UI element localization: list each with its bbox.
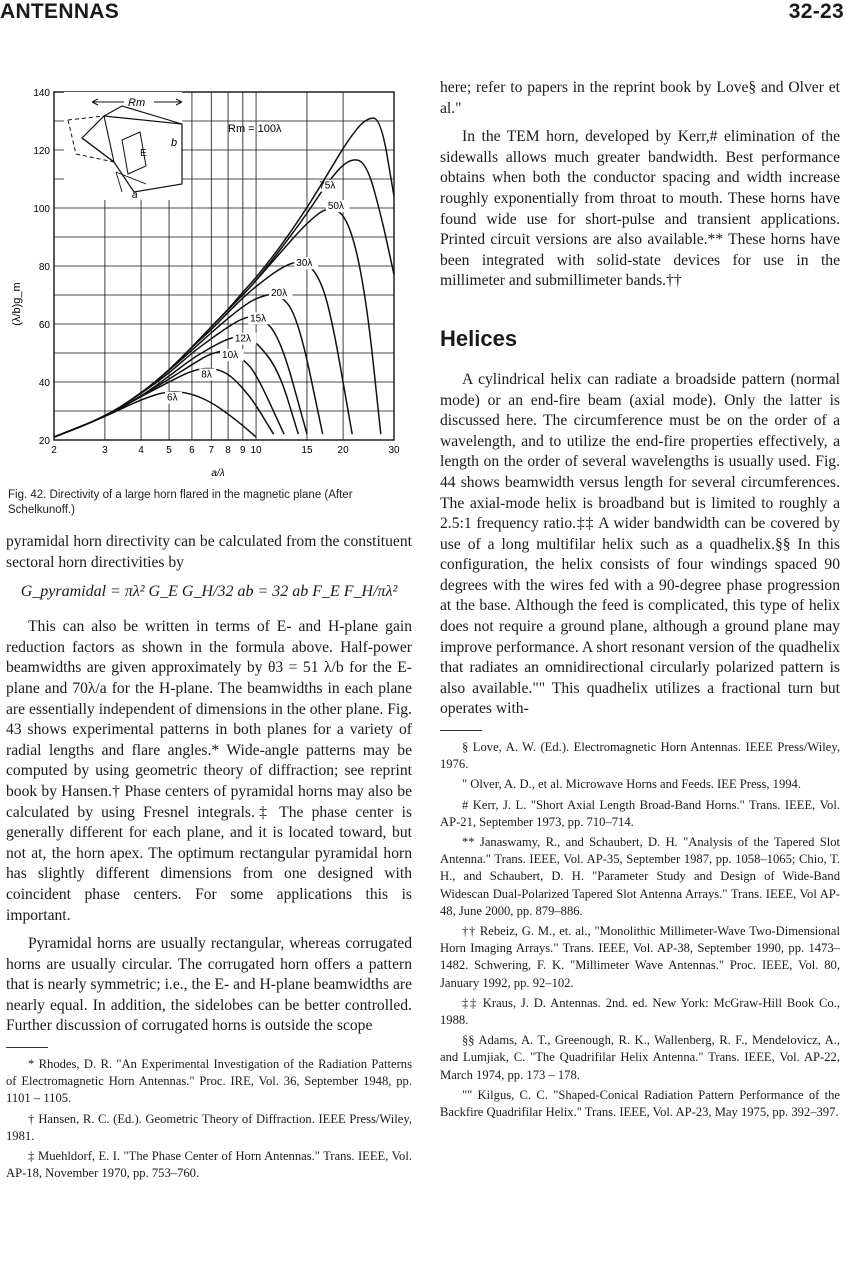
curve-label: 6λ bbox=[167, 392, 178, 404]
paragraph: pyramidal horn directivity can be calculated from the constituent sectoral horn directivities by bbox=[6, 533, 412, 571]
curve-label: 12λ bbox=[234, 333, 251, 345]
rm-100-label: Rm = 100λ bbox=[228, 123, 282, 135]
curve-label: 10λ bbox=[222, 350, 239, 362]
figure-caption: Fig. 42. Directivity of a large horn flared in the magnetic plane (After Schelkunoff.) bbox=[8, 489, 353, 516]
y-tick-label: 60 bbox=[38, 320, 50, 331]
footnote: * Rhodes, D. R. "An Experimental Investigation of the Radiation Patterns of Electromagnetic Horn Antennas." Proc. IRE, Vol. 36, September 1948, pp. 1101 – 1105. bbox=[6, 1057, 412, 1106]
e-inset-label: E bbox=[140, 148, 147, 159]
directivity-chart bbox=[6, 80, 412, 480]
footnote: # Kerr, J. L. "Short Axial Length Broad-Band Horns." Trans. IEEE, Vol. AP-21, September 1973, pp. 710–714. bbox=[440, 797, 840, 829]
curve-label: 50λ bbox=[327, 201, 344, 213]
figure-42 bbox=[6, 80, 412, 480]
paragraph: This can also be written in terms of E- and H-plane gain reduction factors as shown in the formula above. Half-power beamwidths are given approximately by θ3 = 51 λ/b for the E-plane and 70λ/a for the H-plane. The beamwidths in each plane are essentially independent of dimensions in the other plane. Fig. 43 shows experimental patterns in both planes for a variety of radial lengths and flare angles.* Wide-angle patterns may be computed by using geometric theory of diffraction; see reprint book by Hansen.† Phase centers of pyramidal horns may also be calculated by using Fresnel integrals.‡ The phase center is generally different for each plane, and it is located toward, but not at, the horn apex. The optimum rectangular pyramidal horn has slightly different dimensions from one designed with coincident phase centers. For some applications this is important. bbox=[6, 618, 412, 924]
x-axis-label: a/λ bbox=[211, 468, 225, 479]
footnote-rule bbox=[440, 730, 482, 731]
b-inset-label: b bbox=[171, 137, 178, 149]
x-tick-label: 10 bbox=[250, 445, 262, 456]
curve-label: 8λ bbox=[201, 369, 212, 381]
footnote: ‡‡ Kraus, J. D. Antennas. 2nd. ed. New York: McGraw-Hill Book Co., 1988. bbox=[440, 995, 840, 1028]
curve-label: 75λ bbox=[319, 180, 336, 192]
directivity-formula: G_pyramidal = πλ² G_E G_H/32 ab = 32 ab F_E F_H/πλ² bbox=[20, 583, 398, 601]
running-head: ANTENNAS bbox=[0, 0, 120, 23]
x-tick-label: 7 bbox=[208, 445, 215, 456]
footnote: †† Rebeiz, G. M., et. al., "Monolithic Millimeter-Wave Two-Dimensional Horn Imaging Arrays." Trans. IEEE, Vol. AP-38, September 1990, pp. 1473–1482. Schwering, F. K. "Millimeter Wave Antennas." Proc. IEEE, Vol. 80, January 1992, pp. 92–102. bbox=[440, 924, 840, 990]
y-tick-label: 120 bbox=[33, 146, 50, 157]
x-tick-label: 6 bbox=[189, 445, 195, 456]
curve-label: 15λ bbox=[250, 313, 267, 325]
footnote: ‡ Muehldorf, E. I. "The Phase Center of Horn Antennas." Trans. IEEE, Vol. AP-18, November 1970, pp. 753–760. bbox=[6, 1149, 412, 1181]
x-tick-label: 3 bbox=[102, 445, 108, 456]
curve-6-lambda bbox=[54, 392, 256, 437]
x-tick-label: 20 bbox=[337, 445, 349, 456]
y-tick-label: 40 bbox=[38, 378, 50, 389]
curve-8-lambda bbox=[54, 368, 274, 437]
x-tick-label: 30 bbox=[388, 445, 400, 456]
footnote-rule bbox=[6, 1047, 48, 1048]
curve-label: 20λ bbox=[270, 288, 288, 300]
paragraph: here; refer to papers in the reprint book by Love§ and Olver et al." bbox=[440, 79, 840, 117]
y-tick-label: 140 bbox=[33, 88, 50, 99]
x-tick-label: 5 bbox=[166, 445, 172, 456]
paragraph: Pyramidal horns are usually rectangular, whereas corrugated horns are usually circular. The corrugated horn offers a pattern that is nearly symmetric; i.e., the E- and H-plane beamwidths are nearly equal. In addition, the sidelobes can be better controlled. Further discussion of corrugated horns is outside the scope bbox=[6, 935, 412, 1035]
x-tick-label: 4 bbox=[138, 445, 144, 456]
rm-inset-label: Rm bbox=[128, 97, 146, 109]
paragraph: In the TEM horn, developed by Kerr,# elimination of the sidewalls allows much greater bandwidth. Best performance obtains when both the conductor spacing and width increase roughly exponentially from throat to mouth. These horns have found wide use for short-pulse and transient applications. Printed circuit versions are also available.** These horns have been integrated with solid-state devices for use in the millimeter and submillimeter bands.†† bbox=[440, 128, 840, 290]
left-column bbox=[6, 80, 412, 1185]
right-column bbox=[440, 78, 840, 1124]
footnote: §§ Adams, A. T., Greenough, R. K., Wallenberg, R. F., Mendelovicz, A., and Lumjiak, C. "The Quadrifilar Helix Antenna." Trans. IEEE, Vol. AP-22, March 1974, pp. 173 – 178. bbox=[440, 1033, 840, 1082]
y-tick-label: 20 bbox=[38, 436, 50, 447]
curve-label: 30λ bbox=[296, 258, 313, 270]
x-tick-label: 8 bbox=[225, 445, 231, 456]
x-tick-label: 9 bbox=[240, 445, 246, 456]
y-axis-label: (λ/b)g_m bbox=[11, 282, 23, 326]
a-inset-label: a bbox=[132, 190, 138, 201]
section-heading-helices: Helices bbox=[440, 325, 518, 351]
y-tick-label: 80 bbox=[38, 262, 50, 273]
footnote: ** Janaswamy, R., and Schaubert, D. H. "Analysis of the Tapered Slot Antenna." Trans. IEEE, Vol. AP-35, September 1987, pp. 1058–1065; Chio, T. H., and Schaubert, D. H. "Parameter Study and Design of Wide-Band Widescan Dual-Polarized Tapered Slot Antenna Arrays." Trans. IEEE, Vol AP-48, June 2000, pp. 879–886. bbox=[440, 835, 840, 918]
horn-inset bbox=[64, 92, 182, 201]
x-tick-label: 2 bbox=[51, 445, 57, 456]
footnote: † Hansen, R. C. (Ed.). Geometric Theory of Diffraction. IEEE Press/Wiley, 1981. bbox=[6, 1111, 412, 1143]
footnote: § Love, A. W. (Ed.). Electromagnetic Horn Antennas. IEEE Press/Wiley, 1976. bbox=[440, 740, 840, 772]
paragraph: A cylindrical helix can radiate a broadside pattern (normal mode) or an end-fire beam (axial mode). Only the latter is discussed here. The circumference must be on the order of a wavelength, and to utilize the end-fire properties effectively, a length on the order of several wavelengths is usually used. Fig. 44 shows beamwidth versus length for several circumferences. The axial-mode helix is broadband but is limited to roughly a 2.5:1 frequency ratio.‡‡ A wider bandwidth can be covered by use of a long multifilar helix such as a quadhelix.§§ In this configuration, the helix consists of four windings spaced 90 degrees with the wires fed with a 90-degree phase progression at the base. Although the feed is complicated, this type of helix does not require a ground plane, although a ground plane may improve performance. A short resonant version of the quadhelix that radiates an omnidirectional circularly polarized pattern is also available."" This quadhelix utilizes a fractional turn but operates with- bbox=[440, 370, 840, 718]
footnote: "" Kilgus, C. C. "Shaped-Conical Radiation Pattern Performance of the Backfire Quadrifilar Helix." Trans. IEEE, Vol. AP-23, May 1975, pp. 392–397. bbox=[440, 1087, 840, 1120]
x-tick-label: 15 bbox=[301, 445, 313, 456]
footnote: " Olver, A. D., et al. Microwave Horns and Feeds. IEE Press, 1994. bbox=[462, 777, 802, 792]
page-number: 32-23 bbox=[788, 0, 844, 23]
curve-20-lambda bbox=[54, 294, 323, 437]
y-tick-label: 100 bbox=[33, 204, 50, 215]
